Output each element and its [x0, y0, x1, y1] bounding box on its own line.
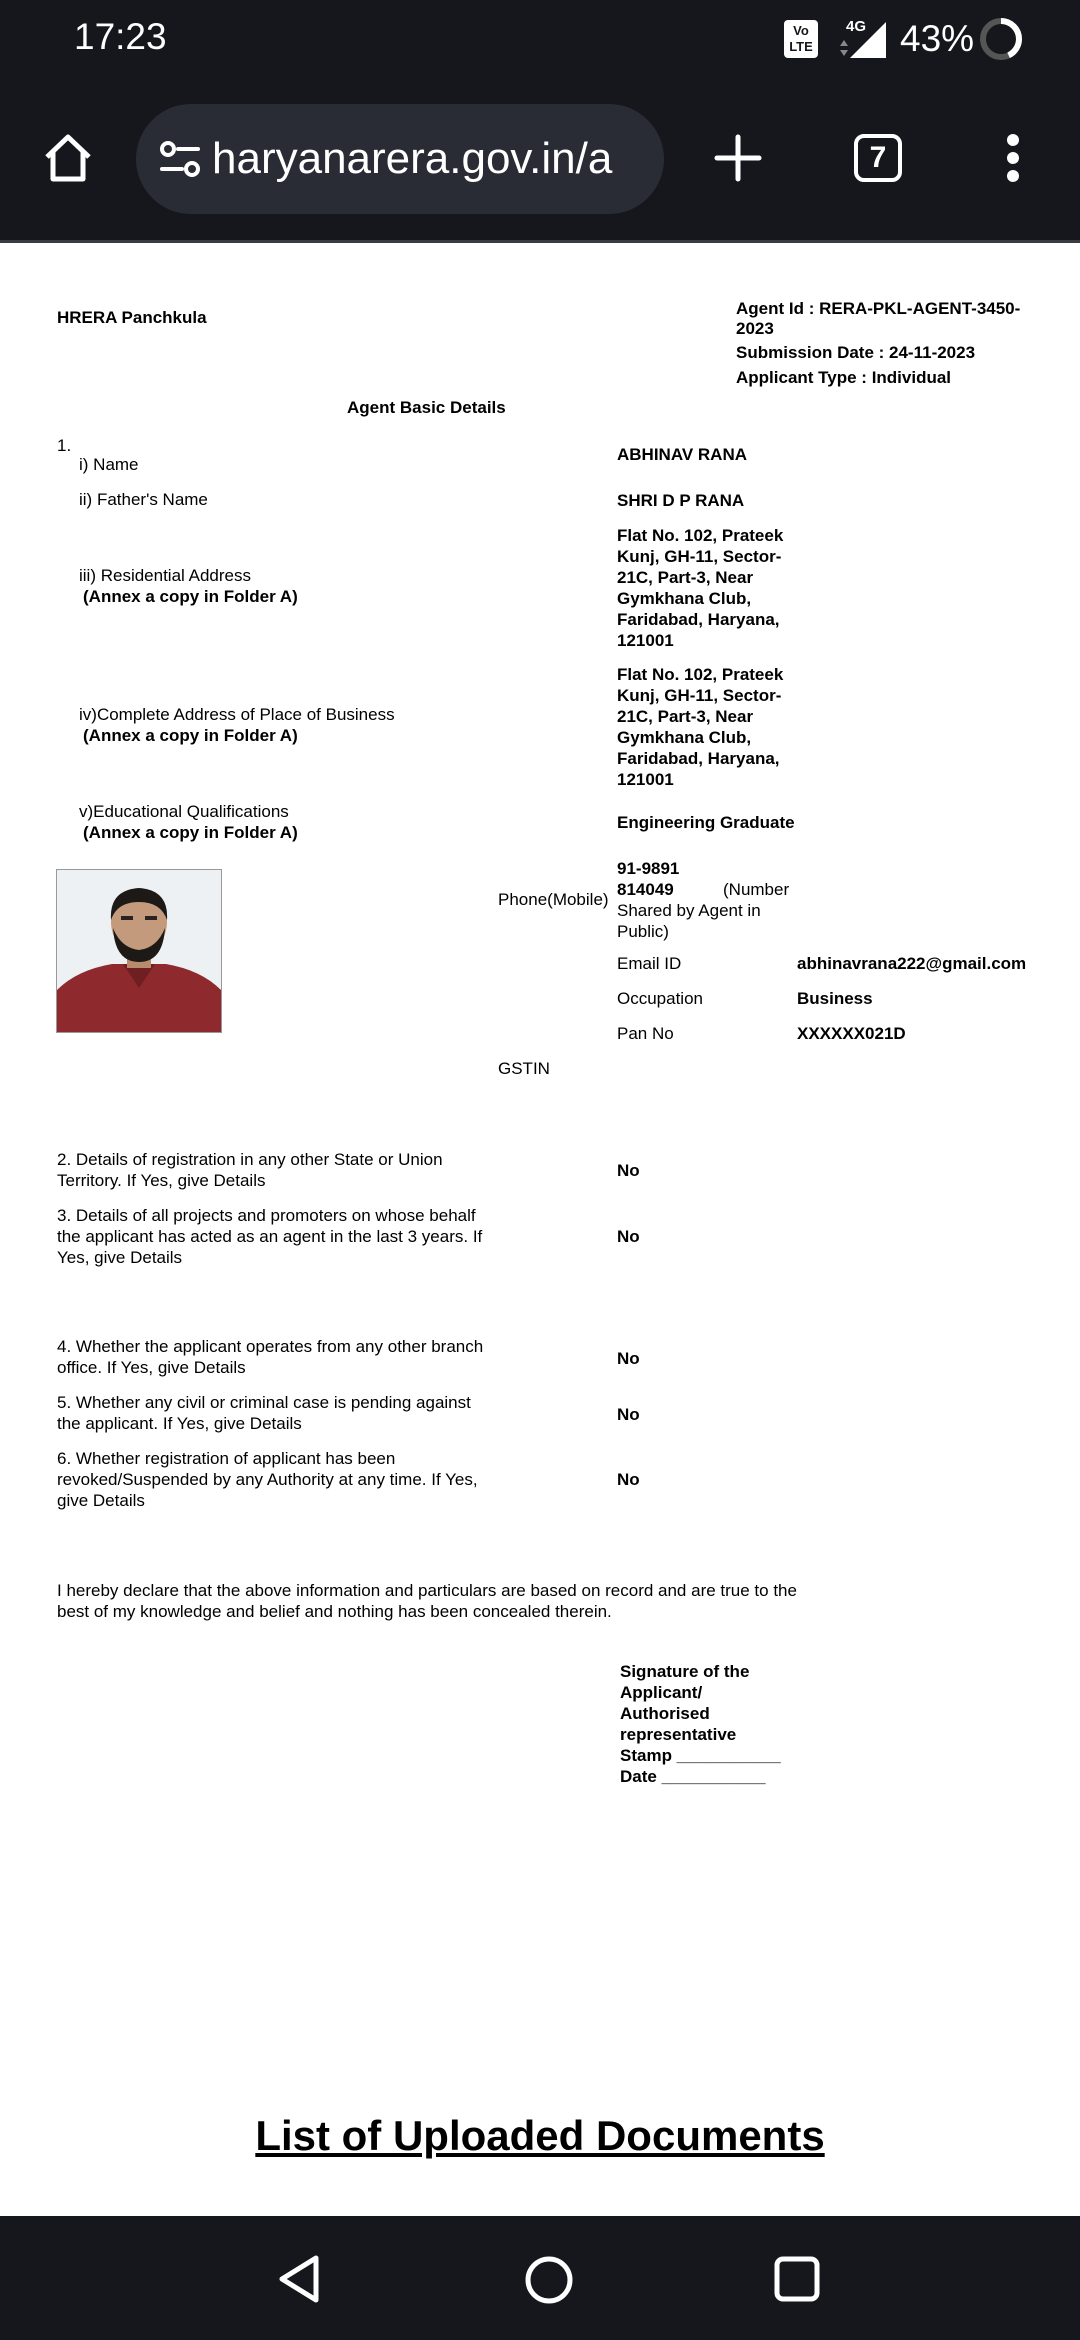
portrait-image: [57, 870, 221, 1032]
address-bar[interactable]: [136, 104, 664, 214]
annex-note: (Annex a copy in Folder A): [83, 823, 298, 842]
answer-2: No: [617, 1161, 640, 1180]
education-label: v)Educational Qualifications: [79, 802, 289, 821]
gstin-label: GSTIN: [498, 1059, 550, 1078]
email-value: abhinavrana222@gmail.com: [797, 954, 1027, 973]
back-icon[interactable]: [276, 2254, 326, 2304]
father-name-label: ii) Father's Name: [79, 490, 208, 509]
item-number: 1.: [57, 436, 72, 455]
email-label: Email ID: [617, 954, 682, 973]
home-circle-icon[interactable]: [523, 2254, 575, 2306]
father-name-value: SHRI D P RANA: [617, 491, 745, 510]
battery-icon: [978, 16, 1024, 62]
agent-id: Agent Id : RERA-PKL-AGENT-3450-2023: [736, 299, 1021, 338]
stamp-label: Stamp ___________: [620, 1746, 781, 1765]
question-4: 4. Whether the applicant operates from any other branch office. If Yes, give Details: [57, 1337, 484, 1377]
home-icon: [41, 131, 95, 185]
answer-6: No: [617, 1470, 640, 1489]
question-6: 6. Whether registration of applicant has been revoked/Suspended by any Authority at any time. If Yes, give Details: [57, 1449, 478, 1510]
status-bar: [0, 0, 1080, 80]
system-navigation-bar: [0, 2218, 1080, 2340]
tab-switcher-button[interactable]: [840, 120, 916, 196]
phone-note: (Number Shared by Agent in Public): [617, 880, 790, 941]
answer-4: No: [617, 1349, 640, 1368]
annex-note: (Annex a copy in Folder A): [83, 726, 298, 745]
declaration-text: I hereby declare that the above information and particulars are based on record and are true to the best of my knowledge and belief and nothing has been concealed therein.: [57, 1581, 797, 1621]
business-address-value: Flat No. 102, Prateek Kunj, GH-11, Sector-21C, Part-3, Near Gymkhana Club, Faridabad, Haryana, 121001: [617, 665, 784, 789]
volte-icon: Vo LTE: [784, 20, 818, 58]
more-vertical-icon: [1005, 132, 1021, 184]
new-tab-button[interactable]: [700, 120, 776, 196]
business-address-label: iv)Complete Address of Place of Business: [79, 705, 395, 724]
date-label: Date ___________: [620, 1767, 766, 1786]
uploaded-documents-heading: List of Uploaded Documents: [255, 2112, 825, 2159]
home-button[interactable]: [30, 120, 106, 196]
clock: 17:23: [74, 16, 167, 57]
question-5: 5. Whether any civil or criminal case is pending against the applicant. If Yes, give Details: [57, 1393, 471, 1433]
recents-icon[interactable]: [772, 2254, 822, 2304]
answer-3: No: [617, 1227, 640, 1246]
education-value: Engineering Graduate: [617, 813, 795, 832]
applicant-type: Applicant Type : Individual: [736, 368, 952, 387]
name-label: i) Name: [79, 455, 139, 474]
residential-address-label: iii) Residential Address: [79, 566, 251, 585]
plus-icon: [713, 133, 763, 183]
battery-level: 43%: [900, 18, 975, 59]
residential-address-value: Flat No. 102, Prateek Kunj, GH-11, Sector-21C, Part-3, Near Gymkhana Club, Faridabad, Haryana, 121001: [617, 526, 784, 650]
section-title: Agent Basic Details: [347, 398, 506, 417]
authority-name: HRERA Panchkula: [57, 308, 207, 327]
annex-note: (Annex a copy in Folder A): [83, 587, 298, 606]
site-settings-icon[interactable]: [156, 135, 204, 183]
phone-value: 91-9891814049: [617, 859, 680, 899]
occupation-label: Occupation: [617, 989, 703, 1008]
network-type: 4G: [846, 18, 867, 35]
name-value: ABHINAV RANA: [617, 445, 748, 464]
tab-count: 7: [854, 134, 902, 182]
pan-value: XXXXXX021D: [797, 1024, 906, 1043]
web-page: [0, 240, 1080, 2216]
phone-label: Phone(Mobile): [498, 890, 609, 909]
menu-button[interactable]: [975, 120, 1051, 196]
signature-label: Signature of the Applicant/ Authorised representative: [620, 1662, 750, 1744]
question-3: 3. Details of all projects and promoters on whose behalf the applicant has acted as an agent in the last 3 years. If Yes, give Details: [57, 1206, 483, 1267]
answer-5: No: [617, 1405, 640, 1424]
browser-toolbar: [0, 90, 1080, 230]
applicant-photo: [56, 869, 222, 1033]
submission-date: Submission Date : 24-11-2023: [736, 343, 976, 362]
question-2: 2. Details of registration in any other State or Union Territory. If Yes, give Details: [57, 1150, 443, 1190]
occupation-value: Business: [797, 989, 873, 1008]
url-text[interactable]: haryanarera.gov.in/a: [212, 134, 613, 183]
pan-label: Pan No: [617, 1024, 674, 1043]
